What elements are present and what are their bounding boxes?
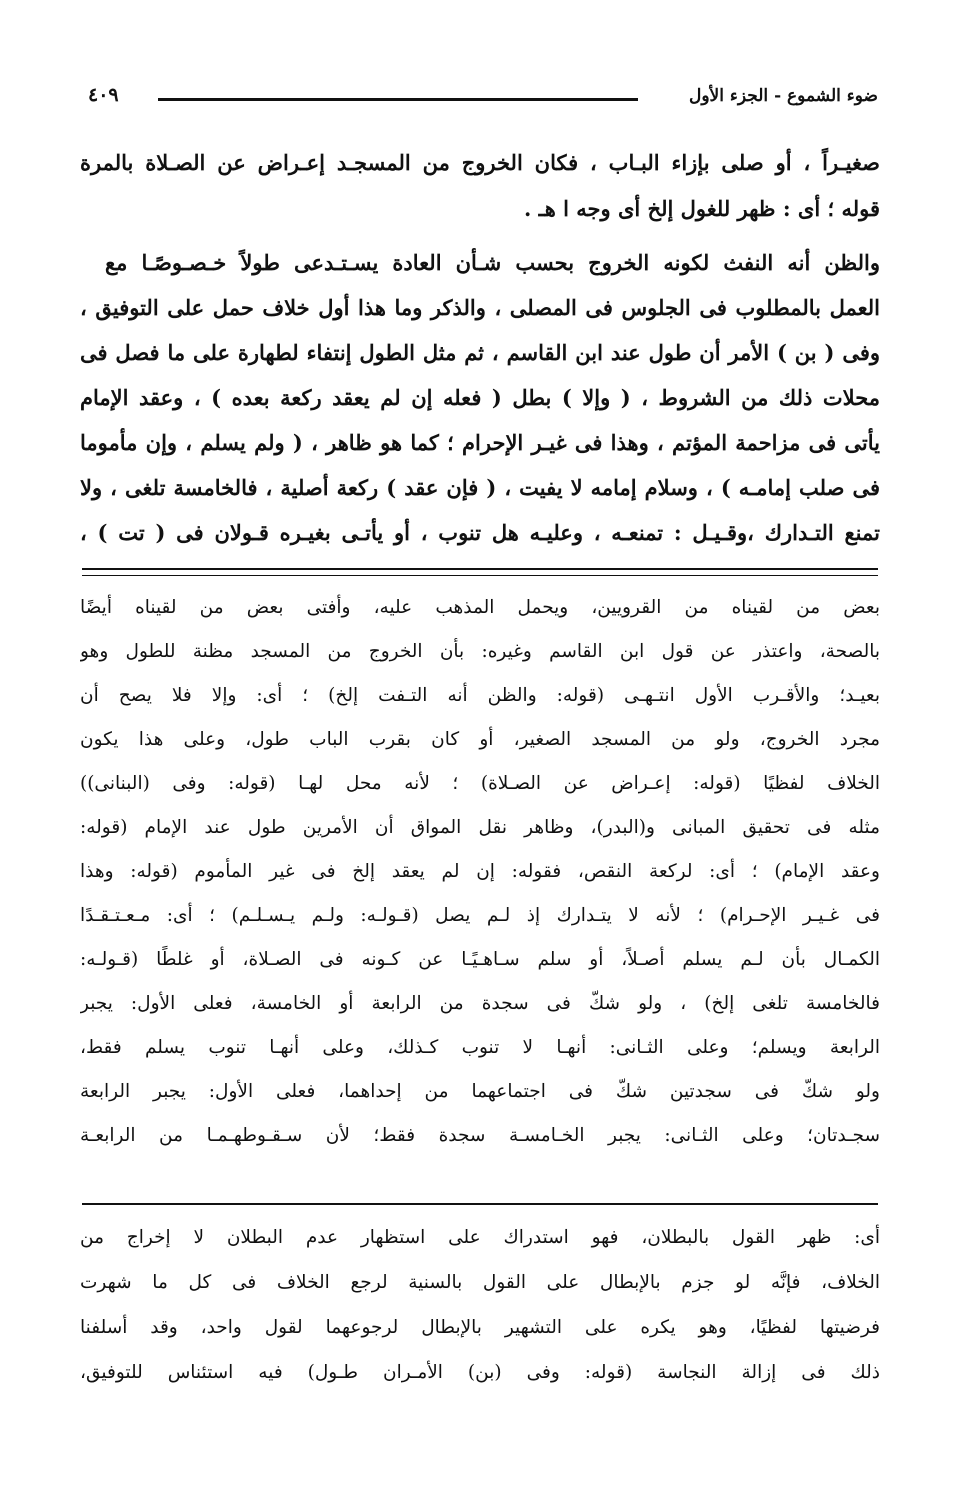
commentary-line: فى غـيـر الإحـرام) ؛ لأنه لا يتـدارك إذ لـم يصل (قـولـه: ولـم يـسـلـم) ؛ أى: مـعـتـقـدًا — [80, 905, 880, 926]
main-line: تمنع التـدارك ،وقـيـل : تمنعـه ، وعليـه هل تنوب ، أو يأتـى بغيـره قـولان فى ( تت ) ، — [80, 520, 880, 545]
page-header — [88, 84, 878, 114]
main-line: صغيـراً ، أو صلى بإزاء البـاب ، فكان الخروج من المسجـد إعـراض عن الصـلاة بالمرة — [80, 150, 880, 175]
main-line: فى صلب إمامـه ) ، وسلام إمامه لا يفيت ، ( فإن عقد ) ركعة أصلية ، فالخامسة تلغى ، ولا — [80, 475, 880, 500]
commentary-line: مثله فى تحقيق المبانى و(البدر)، وظاهر نقل المواق أن الأمرين طول عند الإمام (قوله: — [80, 817, 880, 838]
header-rule — [158, 98, 638, 101]
footnote-line: فرضيتها لفظيًا، وهو يكره على التشهير بالإبطال لرجوعهما لقول واحد، وقد أسلفنا — [80, 1317, 880, 1338]
commentary-line: الرابعة ويسلم؛ وعلى الثـانى: أنهـا لا تنوب كـذلك، وعلى أنهـا تنوب يسلم فقط، — [80, 1037, 880, 1058]
commentary-line: الخلاف لفظيًا (قوله: إعـراض عن الصـلاة) ؛ لأنه محل لهـا (قوله: وفى (البنانى)) — [80, 773, 880, 794]
commentary-line: ولو شكّ فى سجدتين شكّ فى اجتماعهما من إحداهما، فعلى الأول: يجبر الرابعة — [80, 1081, 880, 1102]
commentary-text — [80, 593, 880, 1193]
commentary-line: سجـدتان؛ وعلى الثـانى: يجبر الخـامسـة سجدة فقط؛ لأن سـقـوطهـمـا من الرابعـة — [80, 1125, 880, 1146]
footnote-line: أى: ظهر القول بالبطلان، فهو استدراك على استظهار عدم البطلان لا إخراج من — [80, 1227, 880, 1248]
footnote-divider — [82, 1203, 878, 1205]
main-line: قوله ؛ أى : ظهر للغول إلخ أى وجه ا هـ . — [523, 196, 880, 221]
commentary-line: بعض من لقيناه من القرويين، ويحمل المذهب عليه، وأفتى بعض من لقيناه أيضًا — [80, 597, 880, 618]
commentary-line: وعقد الإمام) ؛ أى: لركعة النقص، فقوله: إن لم يعقد إلخ فى غير المأموم (قوله: وهذا — [80, 861, 880, 882]
section-divider — [82, 568, 878, 576]
main-line: العمل بالمطلوب فى الجلوس فى المصلى ، والذكر وما هذا أول خلاف حمل على التوفيق ، — [80, 295, 880, 320]
main-text — [80, 146, 880, 586]
main-line: والظن أنه النفث لكونه الخروج بحسب شـأن العادة يسـتـدعى طولاً خـصـوصًـا مع — [105, 250, 880, 275]
commentary-line: مجرد الخروج، ولو من المسجد الصغير، أو كان بقرب الباب طول، وعلى هذا يكون — [80, 729, 880, 750]
commentary-line: بالصحة، واعتذر عن قول ابن القاسم وغيره: بأن الخروج من المسجد مظنة للطول وهو — [80, 641, 880, 662]
footnote-line: ذلك فى إزالة النجاسة (قوله: وفى (بن) الأمـران طـول) فيه استئناس للتوفيق، — [80, 1362, 880, 1383]
main-line: يأتى فى مزاحمة المؤتم ، وهذا فى غيـر الإحرام ؛ كما هو ظاهر ، ( ولم يسلم ، وإن مأموما — [80, 430, 880, 455]
commentary-line: الكمـال بأن لـم يسلم أصـلاً، أو سلم سـاهـيًـا عن كـونه فى الصـلاة، أو غلطًا (قـولـه: — [80, 949, 880, 970]
main-line: محلات ذلك من الشروط ، ( وإلا ) بطل ( فعله إن لم يعقد ركعة بعده ) ، وعقد الإمام — [80, 385, 880, 410]
commentary-line: بعيـد؛ والأقـرب الأول انتـهـى (قوله: والظن أنه التـفت إلخ) ؛ أى: وإلا فلا يصح أن — [80, 685, 880, 706]
page-number: ٤٠٩ — [88, 84, 119, 106]
commentary-line: فالخامسة تلغى إلخ) ، ولو شكّ فى سجدة من الرابعة أو الخامسة، فعلى الأول: يجبر — [80, 993, 880, 1014]
footnote-text — [80, 1223, 880, 1403]
running-title: ضوء الشموع - الجزء الأول — [689, 86, 878, 106]
footnote-line: الخلاف، فإنَّه لو جزم بالإبطال على القول بالسنية لرجع الخلاف فى كل ما شهرت — [80, 1272, 880, 1293]
main-line: وفى ( بن ) الأمر أن طول عند ابن القاسم ، ثم مثل الطول إنتفاء لطهارة على ما فصل فى — [80, 340, 880, 365]
